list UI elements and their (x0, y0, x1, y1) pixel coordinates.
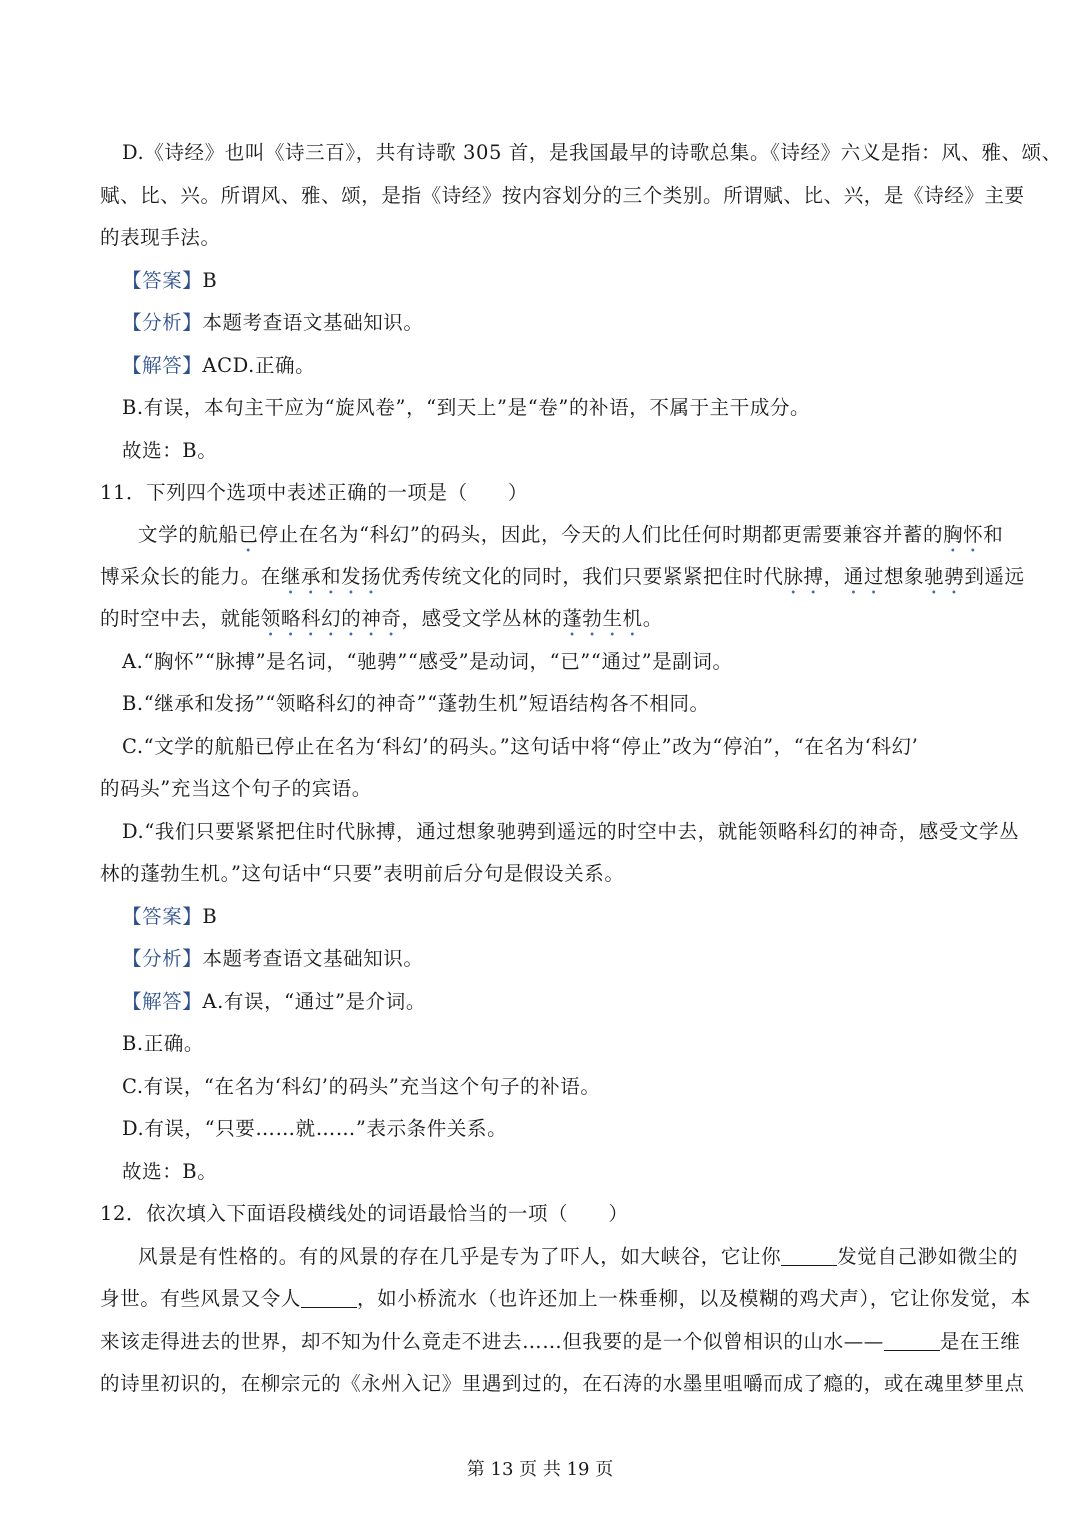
page-number-footer: 第 13 页 共 19 页 (466, 1459, 614, 1480)
passage-text: 的时空中去，就能 (100, 607, 261, 630)
q11-option-d-line-2: 林的蓬勃生机。”这句话中“只要”表明前后分句是假设关系。 (100, 862, 625, 885)
analysis-text: 本题考查语文基础知识。 (202, 311, 424, 334)
passage-text: 文学的航船 (138, 523, 239, 546)
q11-option-b: B.“继承和发扬”“领略科幻的神奇”“蓬勃生机”短语结构各不相同。 (122, 692, 710, 715)
option-d-line-3: 的表现手法。 (100, 226, 221, 249)
choose-line: 故选：B。 (122, 439, 218, 462)
q11-solution-line (122, 987, 1012, 1017)
q12-passage-line-1 (138, 1242, 1028, 1272)
solution-b-line: B.有误，本句主干应为“旋风卷”，“到天上”是“卷”的补语，不属于主干成分。 (122, 396, 811, 419)
q11-choose: 故选：B。 (122, 1160, 218, 1183)
answer-tag: 【答案】 (122, 269, 203, 292)
q11-option-a: A.“胸怀”“脉搏”是名词，“驰骋”“感受”是动词，“已”“通过”是副词。 (122, 650, 733, 673)
analysis-tag: 【分析】 (122, 947, 203, 970)
passage-text: 风景是有性格的。有的风景的存在几乎是专为了吓人，如大峡谷，它让你 (138, 1245, 782, 1268)
passage-text: ，如小桥流水（也许还加上一株垂柳，以及模糊的鸡犬声），它让你发觉，本 (357, 1287, 1031, 1310)
q11-passage-line-2 (100, 562, 1025, 599)
answer-value: B (202, 269, 218, 292)
analysis-line (122, 308, 1012, 338)
passage-text: ，感受文学丛林的 (401, 607, 563, 630)
emphasized-word: 领略科幻的神奇 (260, 607, 402, 630)
passage-text: 想象 (883, 565, 925, 588)
emphasized-word: 脉搏 (783, 565, 824, 588)
solution-tag: 【解答】 (122, 354, 203, 377)
question-11-stem: 11．下列四个选项中表述正确的一项是（ ） (100, 481, 529, 504)
passage-text: 来该走得进去的世界，却不知为什么竟走不进去……但我要的是一个似曾相识的山水—— (100, 1330, 884, 1353)
emphasized-word: 继承和发扬 (280, 565, 382, 588)
analysis-tag: 【分析】 (122, 311, 203, 334)
solution-line (122, 351, 1012, 381)
q11-passage-line-3 (100, 604, 990, 641)
passage-text: 到遥远 (964, 565, 1025, 588)
solution-text: A.有误，“通过”是介词。 (202, 990, 426, 1013)
q11-option-c-line-2: 的码头”充当这个句子的宾语。 (100, 777, 372, 800)
answer-line (122, 266, 1012, 296)
q11-option-d-line-1: D.“我们只要紧紧把住时代脉搏，通过想象驰骋到遥远的时空中去，就能领略科幻的神奇，感受文学丛 (122, 820, 1020, 843)
q11-passage-line-1 (138, 520, 1028, 557)
emphasized-word: 胸怀 (943, 523, 984, 546)
fill-blank-2 (301, 1287, 357, 1308)
analysis-text: 本题考查语文基础知识。 (202, 947, 424, 970)
option-d-line-1: D.《诗经》也叫《诗三百》，共有诗歌 305 首，是我国最早的诗歌总集。《诗经》六义是指：风、雅、颂、 (122, 141, 1062, 164)
solution-text: ACD.正确。 (202, 354, 316, 377)
emphasized-word: 通过 (843, 565, 884, 588)
passage-text: 是在王维 (939, 1330, 1021, 1353)
q12-passage-line-2 (100, 1284, 1031, 1314)
passage-text: ， (823, 565, 844, 588)
answer-tag: 【答案】 (122, 905, 203, 928)
passage-text: 发觉自己渺如微尘的 (837, 1245, 1019, 1268)
q12-passage-line-4: 的诗里初识的，在柳宗元的《永州入记》里遇到过的，在石涛的水墨里咀嚼而成了瘾的，或在魂里梦里点 (100, 1372, 1025, 1395)
question-12-stem: 12．依次填入下面语段横线处的词语最恰当的一项（ ） (100, 1202, 629, 1225)
q11-solution-d: D.有误，“只要……就……”表示条件关系。 (122, 1117, 508, 1140)
passage-text: 。 (642, 607, 663, 630)
fill-blank-1 (781, 1245, 837, 1266)
q11-solution-b: B.正确。 (122, 1032, 205, 1055)
q11-option-c-line-1: C.“文学的航船已停止在名为‘科幻’的码头。”这句话中将“停止”改为“停泊”，“在名为‘科幻’ (122, 735, 919, 758)
q12-passage-line-3 (100, 1327, 1021, 1357)
option-d-line-2: 赋、比、兴。所谓风、雅、颂，是指《诗经》按内容划分的三个类别。所谓赋、比、兴，是《诗经》主要 (100, 184, 1025, 207)
passage-text: 停止在名为“科幻”的码头，因此，今天的人们比任何时期都更需要兼容并蓄的 (258, 523, 944, 546)
passage-text: 和 (983, 523, 1004, 546)
emphasized-word: 已 (238, 523, 259, 546)
emphasized-word: 驰骋 (924, 565, 965, 588)
fill-blank-3 (884, 1330, 940, 1351)
passage-text: 身世。有些风景又令人 (100, 1287, 302, 1310)
q11-solution-c: C.有误，“在名为‘科幻’的码头”充当这个句子的补语。 (122, 1075, 601, 1098)
q11-analysis-line (122, 944, 1012, 974)
passage-text: 优秀传统文化的同时，我们只要紧紧把住时代 (381, 565, 784, 588)
passage-text: 博采众长的能力。在 (100, 565, 281, 588)
solution-tag: 【解答】 (122, 990, 203, 1013)
answer-value: B (202, 905, 218, 928)
q11-answer-line (122, 902, 1012, 932)
emphasized-word: 蓬勃生机 (562, 607, 643, 630)
